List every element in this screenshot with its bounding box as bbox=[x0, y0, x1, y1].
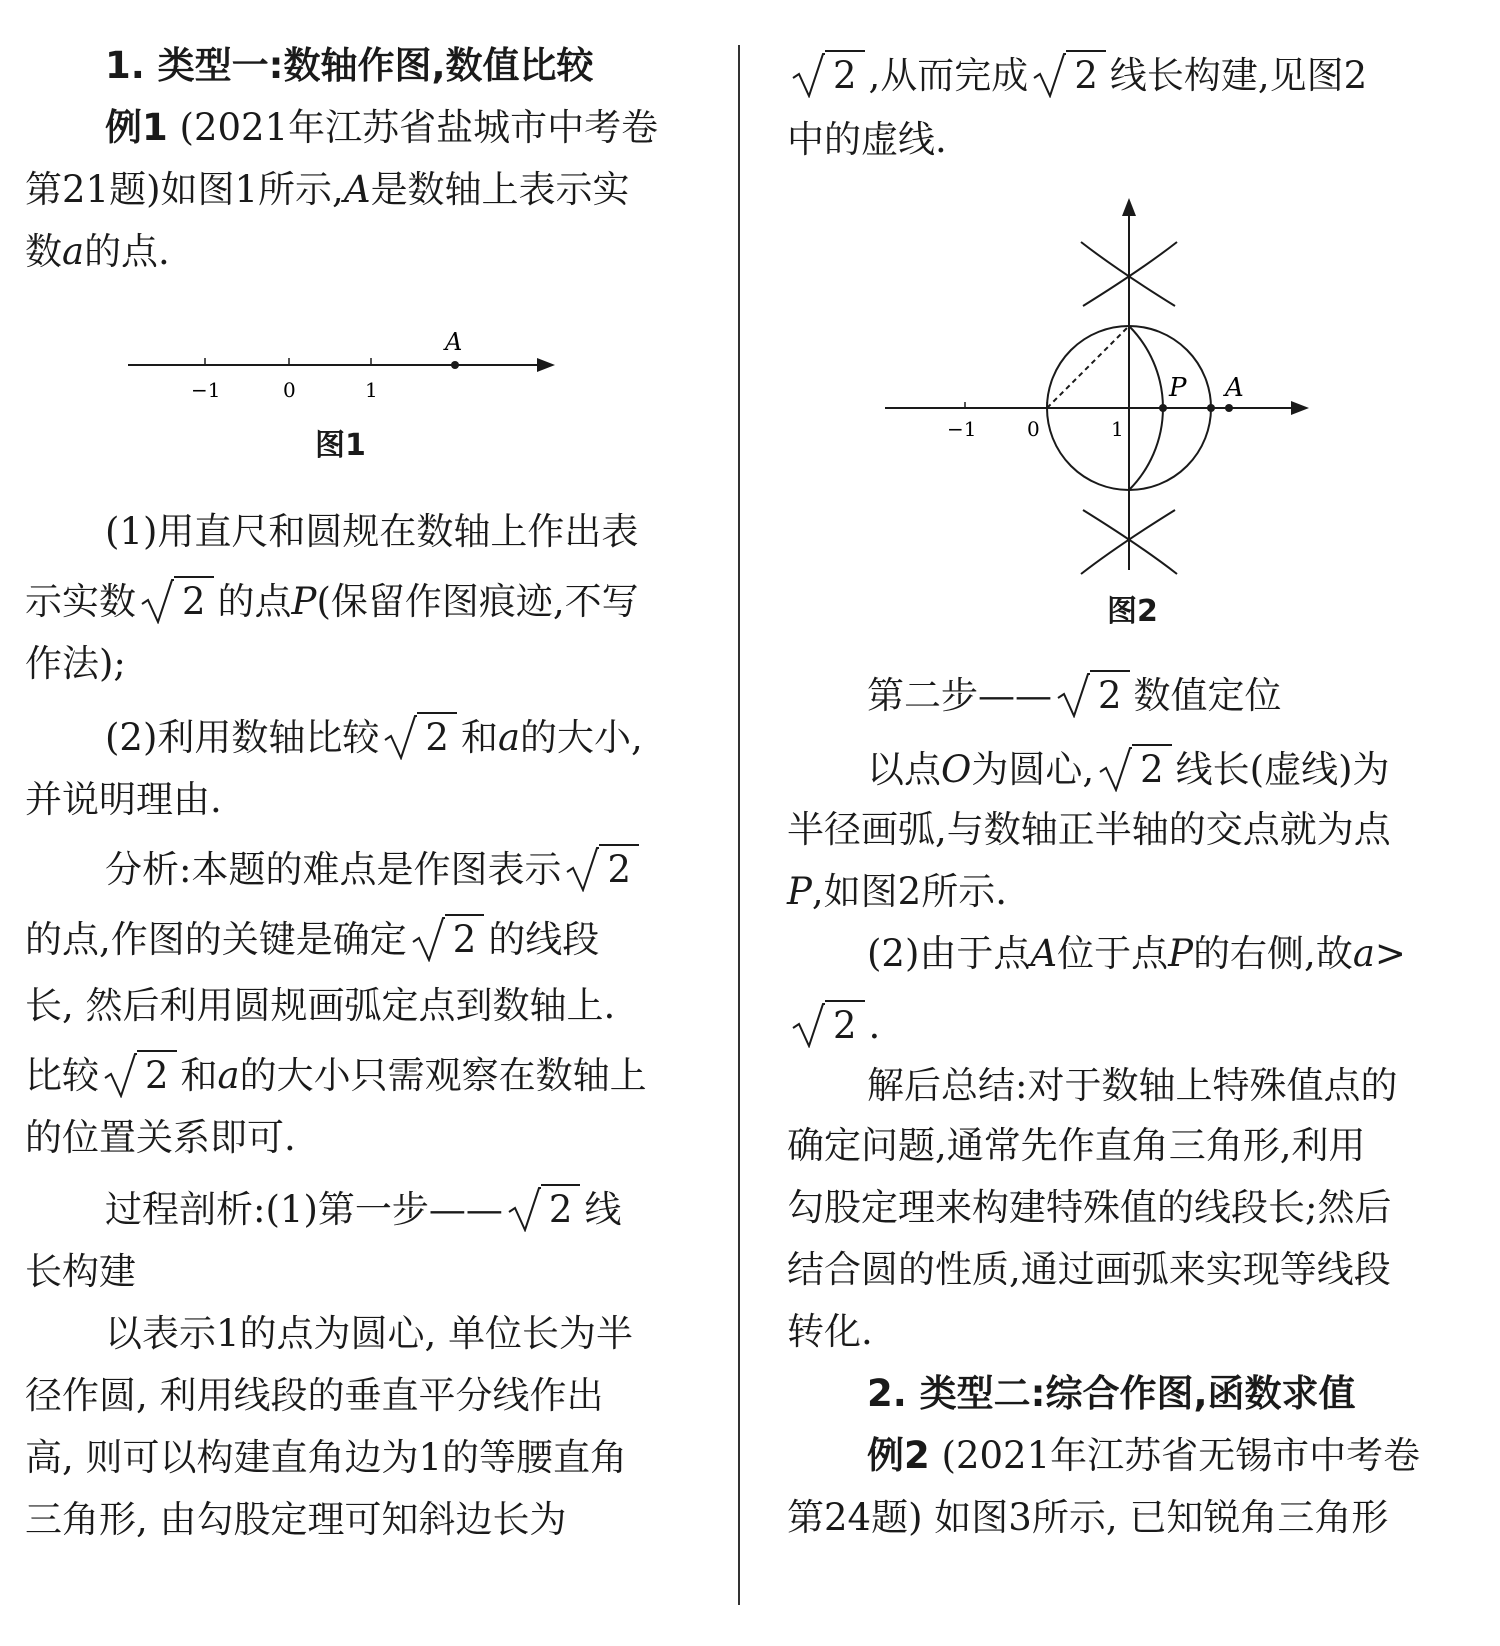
sqrt-symbol: 2 bbox=[1098, 738, 1172, 802]
step-2-line-3: 半径画弧,与数轴正半轴的交点就为点 bbox=[787, 808, 1391, 851]
figure-1-number-line bbox=[125, 320, 565, 430]
example-2-label: 例2 bbox=[867, 1434, 930, 1477]
process-line-1: 过程剖析:(1)第一步—— 2 线 bbox=[105, 1178, 775, 1242]
construct-line-4: 三角形, 由勾股定理可知斜边长为 bbox=[25, 1498, 567, 1541]
sqrt-symbol: 2 bbox=[1032, 44, 1106, 108]
step-2-line-2: 以点O为圆心, 2 线长(虚线)为 bbox=[867, 738, 1500, 802]
tick-1: 1 bbox=[365, 378, 378, 402]
answer-2-line-2: 2 . bbox=[787, 994, 1457, 1058]
tick-minus-1: −1 bbox=[947, 417, 977, 441]
example-1-line-3: 数a的点. bbox=[25, 230, 170, 273]
right-line-1: 2 ,从而完成 2 线长构建,见图2 bbox=[787, 44, 1457, 108]
answer-2-line-1: (2)由于点A位于点P的右侧,故a> bbox=[867, 932, 1406, 975]
dashed-hypotenuse bbox=[1047, 326, 1129, 408]
analysis-line-3: 长, 然后利用圆规画弧定点到数轴上. bbox=[25, 984, 616, 1027]
section-heading-1: 1. 类型一:数轴作图,数值比较 bbox=[105, 44, 594, 87]
sqrt-symbol: 2 bbox=[1056, 664, 1130, 728]
example-2-line-1: 例2 (2021年江苏省无锡市中考卷 bbox=[867, 1434, 1421, 1477]
figure-2-caption: 图2 bbox=[1107, 594, 1158, 629]
step-2-line-4: P,如图2所示. bbox=[787, 870, 1007, 913]
step-2-line-1: 第二步—— 2 数值定位 bbox=[867, 664, 1500, 728]
sqrt-symbol: 2 bbox=[103, 1044, 177, 1108]
label-a: A bbox=[1225, 373, 1244, 403]
label-a: A bbox=[445, 328, 463, 356]
process-line-2: 长构建 bbox=[25, 1250, 136, 1293]
summary-line-4: 结合圆的性质,通过画弧来实现等线段 bbox=[787, 1248, 1391, 1291]
construct-line-3: 高, 则可以构建直角边为1的等腰直角 bbox=[25, 1436, 628, 1479]
sqrt-symbol: 2 bbox=[565, 838, 639, 902]
point-a bbox=[1225, 404, 1233, 412]
analysis-line-1: 分析:本题的难点是作图表示 2 bbox=[105, 838, 775, 902]
point-circle-right bbox=[1207, 404, 1215, 412]
right-line-2: 中的虚线. bbox=[787, 118, 947, 161]
analysis-line-5: 的位置关系即可. bbox=[25, 1116, 296, 1159]
column-divider bbox=[738, 45, 740, 1605]
point-p bbox=[1159, 404, 1167, 412]
question-1-line-1: (1)用直尺和圆规在数轴上作出表 bbox=[105, 510, 639, 553]
sqrt-symbol: 2 bbox=[791, 994, 865, 1058]
summary-line-2: 确定问题,通常先作直角三角形,利用 bbox=[787, 1124, 1366, 1167]
example-1-label: 例1 bbox=[105, 106, 168, 149]
analysis-line-4: 比较 2 和a的大小只需观察在数轴上 bbox=[25, 1044, 695, 1108]
tick-0: 0 bbox=[1027, 417, 1040, 441]
sqrt-symbol: 2 bbox=[140, 570, 214, 634]
figure-2-construction bbox=[885, 190, 1345, 590]
sqrt-symbol: 2 bbox=[411, 908, 485, 972]
summary-line-3: 勾股定理来构建特殊值的线段长;然后 bbox=[787, 1186, 1392, 1229]
point-a bbox=[451, 361, 459, 369]
sqrt-symbol: 2 bbox=[791, 44, 865, 108]
tick-0: 0 bbox=[283, 378, 296, 402]
analysis-line-2: 的点,作图的关键是确定 2 的线段 bbox=[25, 908, 695, 972]
question-2-line-1: (2)利用数轴比较 2 和a的大小, bbox=[105, 706, 775, 770]
question-1-line-3: 作法); bbox=[25, 642, 126, 685]
label-p: P bbox=[1169, 373, 1187, 403]
summary-line-1: 解后总结:对于数轴上特殊值点的 bbox=[867, 1064, 1398, 1107]
question-1-line-2: 示实数 2 的点P(保留作图痕迹,不写 bbox=[25, 570, 695, 634]
summary-line-5: 转化. bbox=[787, 1310, 873, 1353]
sqrt-symbol: 2 bbox=[383, 706, 457, 770]
tick-1: 1 bbox=[1111, 417, 1124, 441]
example-2-line-2: 第24题) 如图3所示, 已知锐角三角形 bbox=[787, 1496, 1389, 1539]
example-1-line-2: 第21题)如图1所示,A是数轴上表示实 bbox=[25, 168, 630, 211]
sqrt-symbol: 2 bbox=[507, 1178, 581, 1242]
question-2-line-2: 并说明理由. bbox=[25, 778, 222, 821]
construct-line-2: 径作圆, 利用线段的垂直平分线作出 bbox=[25, 1374, 604, 1417]
example-1-line-1: 例1 (2021年江苏省盐城市中考卷 bbox=[105, 106, 659, 149]
construct-line-1: 以表示1的点为圆心, 单位长为半 bbox=[105, 1312, 634, 1355]
figure-1-caption: 图1 bbox=[315, 428, 366, 463]
tick-minus-1: −1 bbox=[191, 378, 221, 402]
section-heading-2: 2. 类型二:综合作图,函数求值 bbox=[867, 1372, 1356, 1415]
